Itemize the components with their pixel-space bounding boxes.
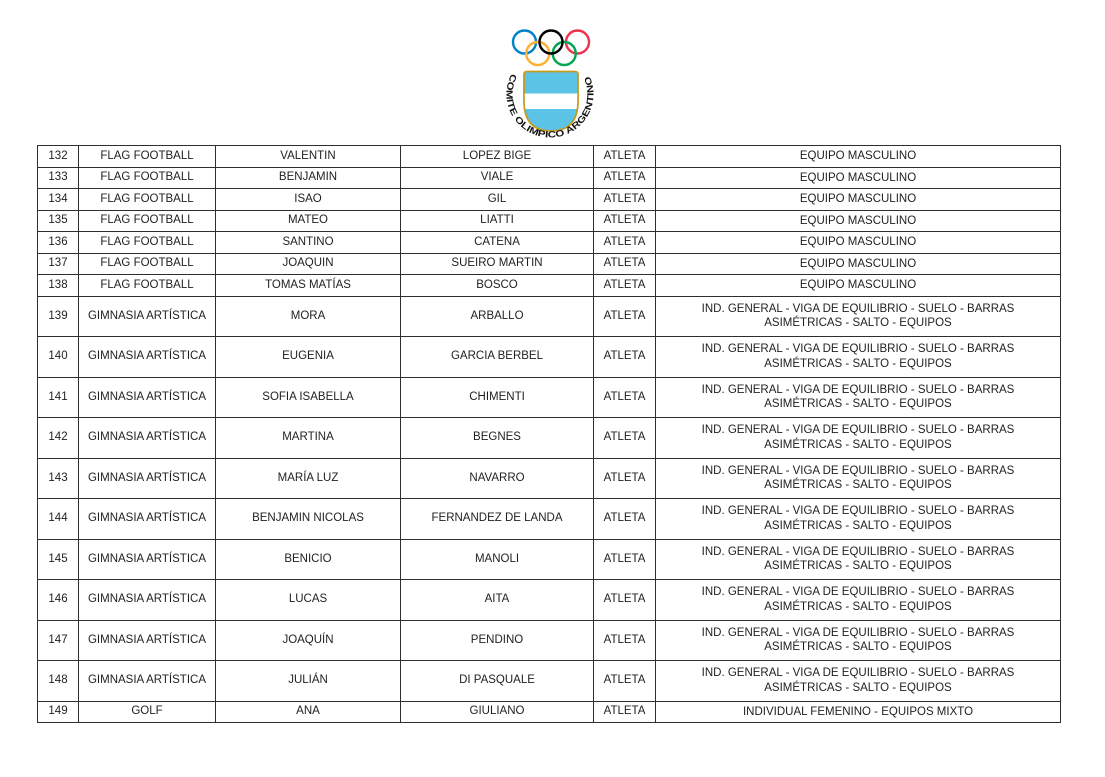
cell-role: ATLETA (594, 458, 656, 499)
cell-sport: FLAG FOOTBALL (79, 275, 216, 297)
cell-number: 133 (38, 167, 79, 189)
cell-last-name: SUEIRO MARTIN (401, 253, 594, 275)
cell-number: 149 (38, 701, 79, 723)
cell-role: ATLETA (594, 620, 656, 661)
cell-events-text: IND. GENERAL - VIGA DE EQUILIBRIO - SUELO - BARRAS ASIMÉTRICAS - SALTO - EQUIPOS (701, 424, 1015, 451)
cell-events-text: INDIVIDUAL FEMENINO - EQUIPOS MIXTO (742, 705, 974, 718)
cell-last-name: VIALE (401, 167, 594, 189)
cell-sport: GIMNASIA ARTÍSTICA (79, 620, 216, 661)
cell-last-name: GARCIA BERBEL (401, 337, 594, 378)
cell-role: ATLETA (594, 539, 656, 580)
cell-role: ATLETA (594, 701, 656, 723)
cell-number: 141 (38, 377, 79, 418)
cell-first-name: EUGENIA (216, 337, 401, 378)
cell-events (656, 189, 1061, 211)
cell-first-name: LUCAS (216, 580, 401, 621)
cell-sport: FLAG FOOTBALL (79, 167, 216, 189)
cell-sport: FLAG FOOTBALL (79, 210, 216, 232)
table-row (38, 499, 1061, 540)
cell-number: 148 (38, 661, 79, 702)
cell-events-text: IND. GENERAL - VIGA DE EQUILIBRIO - SUELO - BARRAS ASIMÉTRICAS - SALTO - EQUIPOS (701, 545, 1015, 573)
table-row (38, 189, 1061, 211)
cell-sport: GIMNASIA ARTÍSTICA (79, 337, 216, 378)
cell-role: ATLETA (594, 580, 656, 621)
cell-last-name: BEGNES (401, 418, 594, 459)
table-row (38, 620, 1061, 661)
cell-number: 139 (38, 296, 79, 337)
cell-sport: GIMNASIA ARTÍSTICA (79, 580, 216, 621)
cell-events-text: IND. GENERAL - VIGA DE EQUILIBRIO - SUELO - BARRAS ASIMÉTRICAS - SALTO - EQUIPOS (701, 667, 1015, 694)
table-row (38, 210, 1061, 232)
cell-number: 143 (38, 458, 79, 499)
athletes-table-body (38, 146, 1061, 723)
table-row (38, 275, 1061, 297)
cell-last-name: NAVARRO (401, 458, 594, 499)
cell-events (656, 146, 1061, 168)
cell-last-name: LIATTI (401, 210, 594, 232)
cell-events-text: IND. GENERAL - VIGA DE EQUILIBRIO - SUELO - BARRAS ASIMÉTRICAS - SALTO - EQUIPOS (701, 464, 1015, 492)
cell-role: ATLETA (594, 232, 656, 254)
table-row (38, 167, 1061, 189)
cell-role: ATLETA (594, 499, 656, 540)
cell-events-text: IND. GENERAL - VIGA DE EQUILIBRIO - SUELO - BARRAS ASIMÉTRICAS - SALTO - EQUIPOS (701, 586, 1015, 613)
cell-role: ATLETA (594, 418, 656, 459)
cell-first-name: BENICIO (216, 539, 401, 580)
table-row (38, 418, 1061, 459)
cell-role: ATLETA (594, 167, 656, 189)
cell-sport: GOLF (79, 701, 216, 723)
cell-first-name: BENJAMIN NICOLAS (216, 499, 401, 540)
cell-events (656, 167, 1061, 189)
cell-first-name: ANA (216, 701, 401, 723)
cell-first-name: MARÍA LUZ (216, 458, 401, 499)
table-row (38, 296, 1061, 337)
cell-first-name: MORA (216, 296, 401, 337)
cell-events (656, 701, 1061, 723)
cell-number: 134 (38, 189, 79, 211)
cell-events-text: IND. GENERAL - VIGA DE EQUILIBRIO - SUELO - BARRAS ASIMÉTRICAS - SALTO - EQUIPOS (701, 626, 1015, 654)
cell-last-name: GIULIANO (401, 701, 594, 723)
cell-events (656, 253, 1061, 275)
athlete-roster-table (37, 145, 1061, 723)
cell-events (656, 232, 1061, 254)
cell-events-text: IND. GENERAL - VIGA DE EQUILIBRIO - SUELO - BARRAS ASIMÉTRICAS - SALTO - EQUIPOS (701, 302, 1015, 330)
cell-role: ATLETA (594, 296, 656, 337)
cell-last-name: PENDINO (401, 620, 594, 661)
cell-number: 142 (38, 418, 79, 459)
cell-last-name: CHIMENTI (401, 377, 594, 418)
cell-sport: GIMNASIA ARTÍSTICA (79, 418, 216, 459)
cell-events (656, 620, 1061, 661)
argentine-shield-icon (524, 72, 578, 132)
table-row (38, 580, 1061, 621)
cell-events (656, 377, 1061, 418)
cell-sport: GIMNASIA ARTÍSTICA (79, 458, 216, 499)
cell-events (656, 458, 1061, 499)
cell-last-name: MANOLI (401, 539, 594, 580)
cell-last-name: FERNANDEZ DE LANDA (401, 499, 594, 540)
athlete-roster-table-container (37, 145, 1060, 723)
table-row (38, 146, 1061, 168)
cell-sport: FLAG FOOTBALL (79, 232, 216, 254)
table-row (38, 377, 1061, 418)
cell-events (656, 499, 1061, 540)
cell-events (656, 418, 1061, 459)
cell-last-name: ARBALLO (401, 296, 594, 337)
cell-role: ATLETA (594, 337, 656, 378)
table-row (38, 232, 1061, 254)
cell-events-text: EQUIPO MASCULINO (799, 236, 917, 248)
cell-first-name: ISAO (216, 189, 401, 211)
cell-events-text: IND. GENERAL - VIGA DE EQUILIBRIO - SUELO - BARRAS ASIMÉTRICAS - SALTO - EQUIPOS (701, 343, 1015, 370)
cell-events-text: EQUIPO MASCULINO (799, 257, 917, 270)
cell-last-name: CATENA (401, 232, 594, 254)
cell-last-name: LOPEZ BIGE (401, 146, 594, 168)
cell-number: 138 (38, 275, 79, 297)
cell-number: 140 (38, 337, 79, 378)
comite-olimpico-argentino-logo (497, 16, 607, 142)
cell-events (656, 275, 1061, 297)
cell-first-name: MATEO (216, 210, 401, 232)
cell-role: ATLETA (594, 210, 656, 232)
cell-first-name: JOAQUIN (216, 253, 401, 275)
cell-events (656, 580, 1061, 621)
cell-number: 136 (38, 232, 79, 254)
cell-sport: GIMNASIA ARTÍSTICA (79, 539, 216, 580)
cell-first-name: SOFIA ISABELLA (216, 377, 401, 418)
cell-role: ATLETA (594, 253, 656, 275)
cell-first-name: MARTINA (216, 418, 401, 459)
cell-events-text: IND. GENERAL - VIGA DE EQUILIBRIO - SUELO - BARRAS ASIMÉTRICAS - SALTO - EQUIPOS (701, 505, 1015, 532)
cell-events (656, 296, 1061, 337)
cell-number: 146 (38, 580, 79, 621)
cell-role: ATLETA (594, 189, 656, 211)
cell-events-text: EQUIPO MASCULINO (799, 193, 917, 205)
cell-sport: GIMNASIA ARTÍSTICA (79, 296, 216, 337)
cell-last-name: GIL (401, 189, 594, 211)
cell-number: 135 (38, 210, 79, 232)
cell-events (656, 661, 1061, 702)
cell-events (656, 539, 1061, 580)
cell-events (656, 337, 1061, 378)
cell-role: ATLETA (594, 146, 656, 168)
table-row (38, 539, 1061, 580)
cell-number: 137 (38, 253, 79, 275)
cell-role: ATLETA (594, 275, 656, 297)
cell-first-name: BENJAMIN (216, 167, 401, 189)
olympic-rings-icon (513, 31, 589, 66)
table-row (38, 458, 1061, 499)
cell-first-name: SANTINO (216, 232, 401, 254)
cell-role: ATLETA (594, 377, 656, 418)
cell-events-text: IND. GENERAL - VIGA DE EQUILIBRIO - SUELO - BARRAS ASIMÉTRICAS - SALTO - EQUIPOS (701, 383, 1015, 411)
cell-sport: GIMNASIA ARTÍSTICA (79, 499, 216, 540)
cell-last-name: DI PASQUALE (401, 661, 594, 702)
cell-sport: GIMNASIA ARTÍSTICA (79, 661, 216, 702)
cell-number: 145 (38, 539, 79, 580)
cell-number: 132 (38, 146, 79, 168)
cell-events-text: EQUIPO MASCULINO (799, 150, 917, 162)
cell-sport: GIMNASIA ARTÍSTICA (79, 377, 216, 418)
cell-first-name: JULIÁN (216, 661, 401, 702)
cell-sport: FLAG FOOTBALL (79, 189, 216, 211)
table-row (38, 337, 1061, 378)
cell-events-text: EQUIPO MASCULINO (799, 279, 917, 291)
cell-events (656, 210, 1061, 232)
table-row (38, 701, 1061, 723)
cell-events-text: EQUIPO MASCULINO (799, 171, 917, 184)
cell-number: 147 (38, 620, 79, 661)
cell-role: ATLETA (594, 661, 656, 702)
cell-number: 144 (38, 499, 79, 540)
cell-sport: FLAG FOOTBALL (79, 253, 216, 275)
cell-events-text: EQUIPO MASCULINO (799, 214, 917, 227)
shield-white-band (524, 94, 578, 110)
cell-last-name: AITA (401, 580, 594, 621)
table-row (38, 253, 1061, 275)
cell-sport: FLAG FOOTBALL (79, 146, 216, 168)
cell-first-name: TOMAS MATÍAS (216, 275, 401, 297)
table-row (38, 661, 1061, 702)
cell-first-name: VALENTIN (216, 146, 401, 168)
logo-arc-text: COMITE OLIMPICO ARGENTINO (504, 72, 596, 140)
cell-last-name: BOSCO (401, 275, 594, 297)
cell-first-name: JOAQUÍN (216, 620, 401, 661)
